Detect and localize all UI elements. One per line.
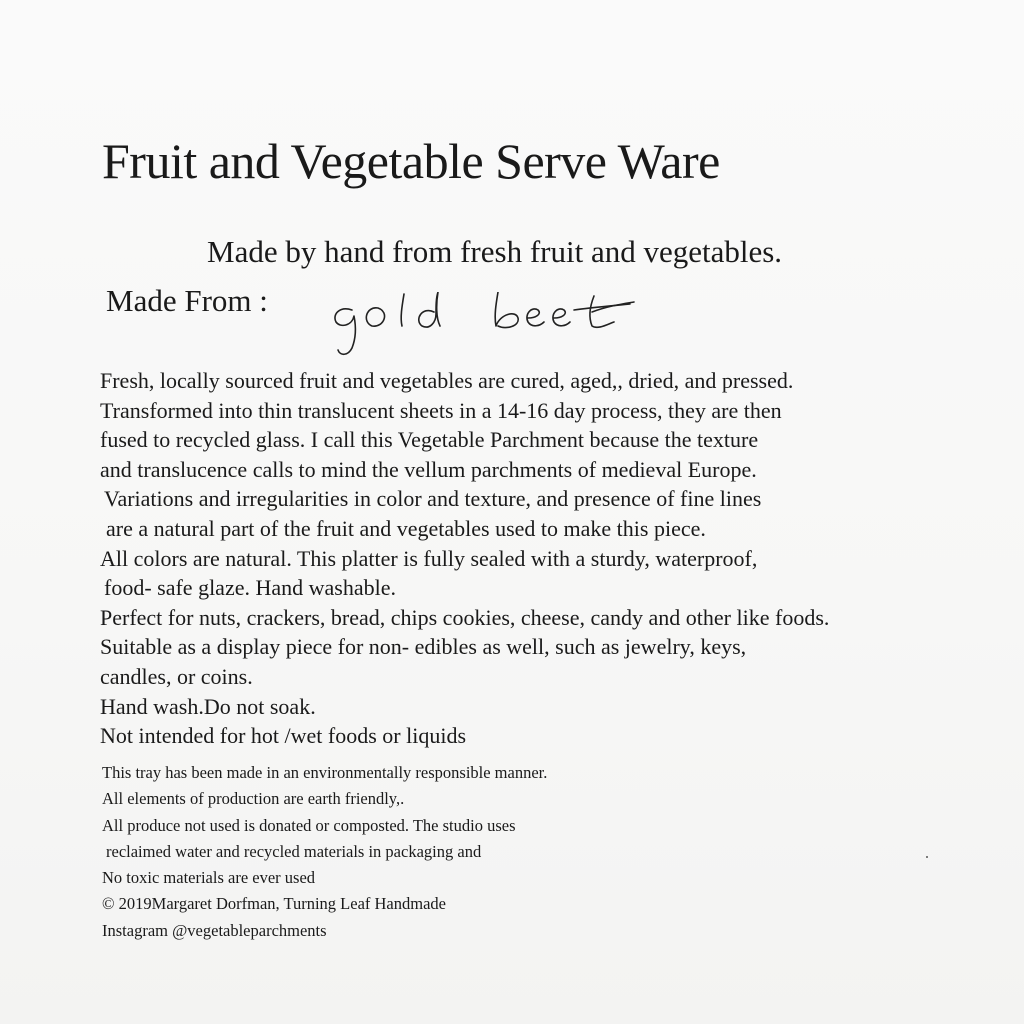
small-line: No toxic materials are ever used xyxy=(102,868,316,888)
page-title: Fruit and Vegetable Serve Ware xyxy=(102,133,720,189)
body-line: food- safe glaze. Hand washable. xyxy=(104,575,396,601)
small-line: reclaimed water and recycled materials in packaging and xyxy=(106,841,482,861)
instagram-handle: Instagram @vegetableparchments xyxy=(102,920,327,940)
body-line: Variations and irregularities in color and texture, and presence of fine lines xyxy=(104,486,762,512)
subtitle: Made by hand from fresh fruit and vegetables. xyxy=(207,234,783,269)
description-body xyxy=(100,366,1010,751)
small-line: All produce not used is donated or composted. The studio uses xyxy=(102,815,516,835)
copyright-line: © 2019Margaret Dorfman, Turning Leaf Handmade xyxy=(102,894,446,914)
body-line: and translucence calls to mind the vellum parchments of medieval Europe. xyxy=(100,456,757,482)
body-line: Hand wash.Do not soak. xyxy=(100,693,316,719)
environmental-notes xyxy=(102,760,802,944)
handwritten-material xyxy=(330,292,640,362)
body-line: Not intended for hot /wet foods or liquids xyxy=(100,723,467,749)
paper-speck xyxy=(926,856,928,858)
body-line: are a natural part of the fruit and vegetables used to make this piece. xyxy=(106,515,706,541)
body-line: fused to recycled glass. I call this Vegetable Parchment because the texture xyxy=(100,427,759,453)
body-line: Perfect for nuts, crackers, bread, chips cookies, cheese, candy and other like foods. xyxy=(100,604,830,630)
body-line: candles, or coins. xyxy=(100,663,253,689)
made-from-label: Made From : xyxy=(106,283,268,318)
body-line: Transformed into thin translucent sheets in a 14-16 day process, they are then xyxy=(100,397,782,423)
small-line: All elements of production are earth friendly,. xyxy=(102,789,405,809)
body-line: All colors are natural. This platter is fully sealed with a sturdy, waterproof, xyxy=(100,545,758,571)
body-line: Suitable as a display piece for non- edibles as well, such as jewelry, keys, xyxy=(100,634,747,660)
body-line: Fresh, locally sourced fruit and vegetables are cured, aged,, dried, and pressed. xyxy=(100,368,794,393)
small-line: This tray has been made in an environmentally responsible manner. xyxy=(102,763,548,782)
